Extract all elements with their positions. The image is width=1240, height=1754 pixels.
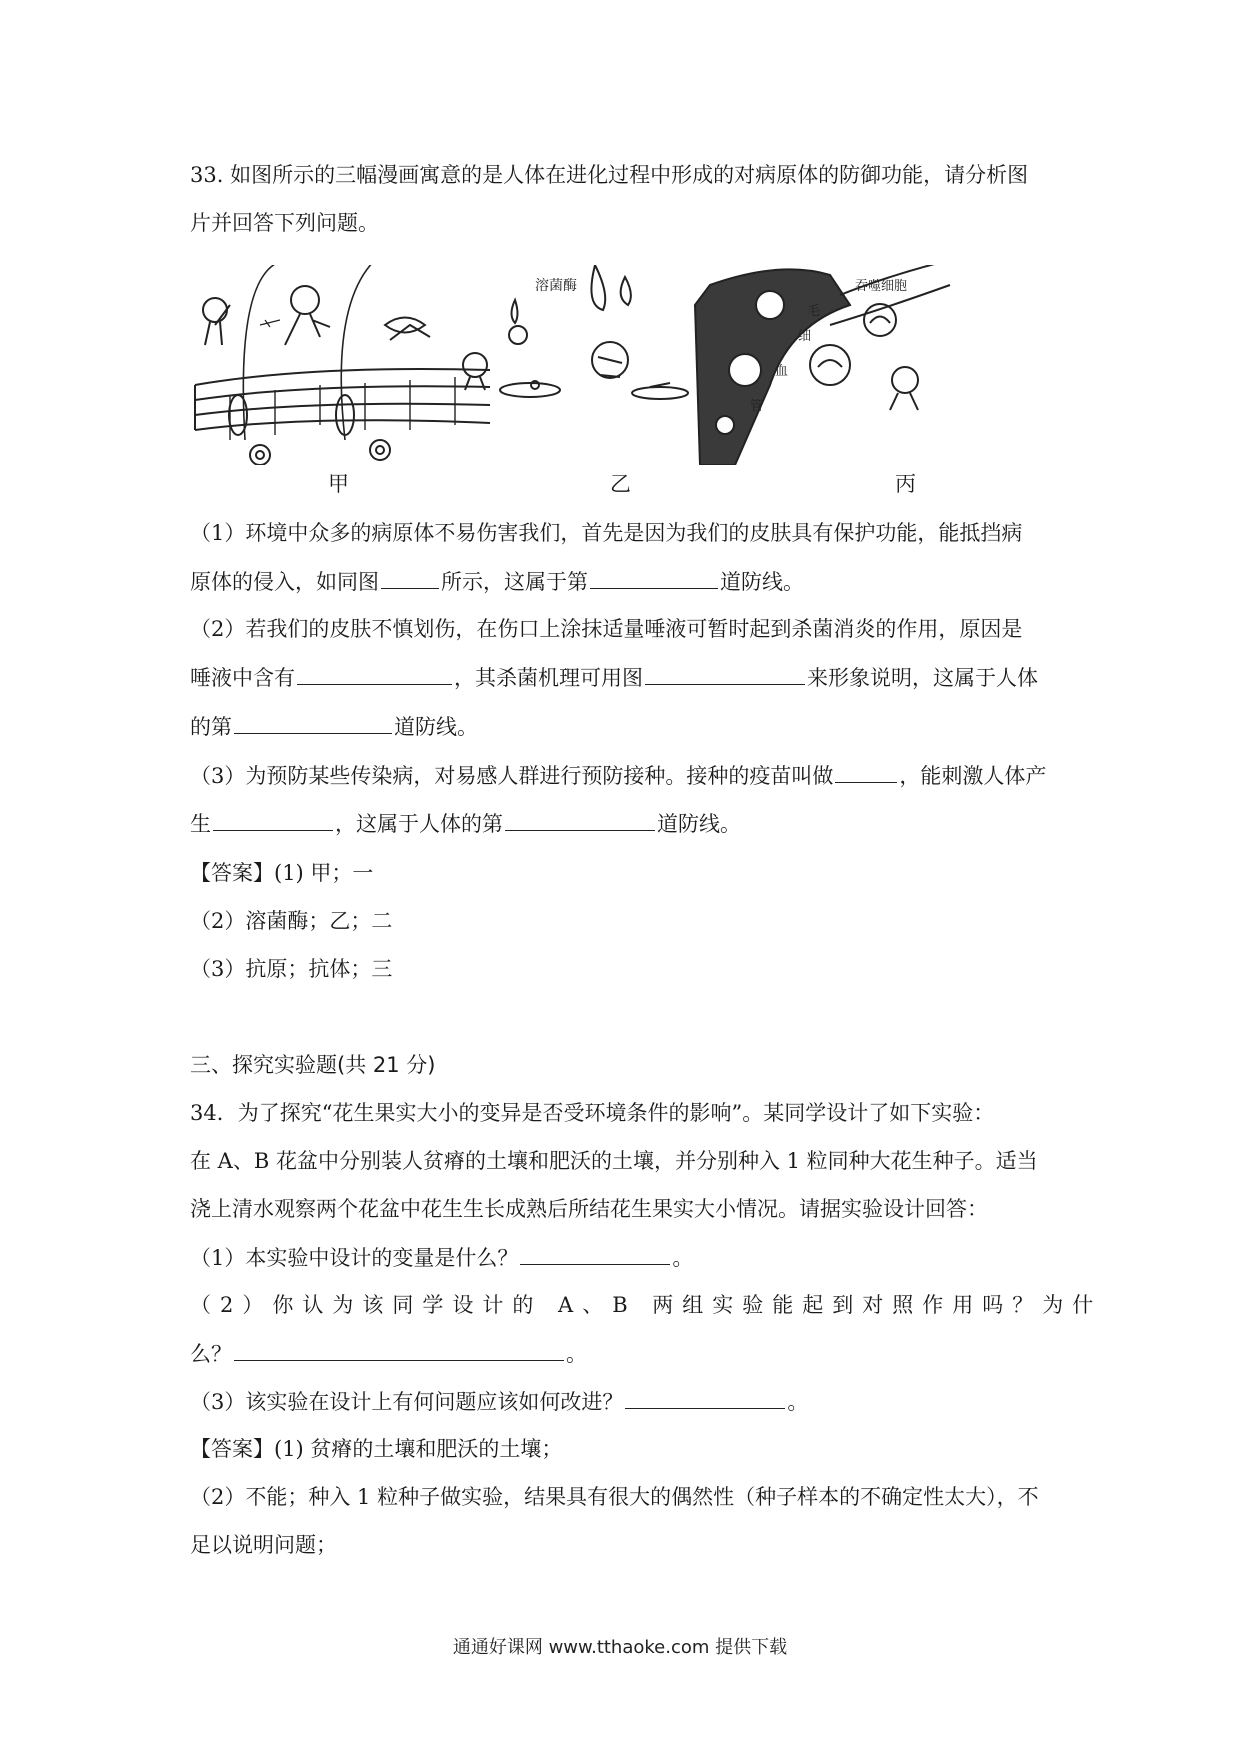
q34-part1: （1）本实验中设计的变量是什么？ 。 — [190, 1242, 693, 1273]
q33-answer-line1: 【答案】(1) 甲；一 — [190, 861, 374, 885]
answer-blank — [381, 566, 439, 589]
q33-stem-line2: 片并回答下列问题。 — [190, 211, 379, 235]
section-title: 三、探究实验题(共 21 分) — [190, 1053, 436, 1077]
q33-part2-line1: （2）若我们的皮肤不慎划伤，在伤口上涂抹适量唾液可暂时起到杀菌消炎的作用，原因是 — [190, 617, 1023, 641]
answer-blank — [645, 662, 805, 685]
q33-answer-line3: （3）抗原；抗体；三 — [190, 957, 393, 981]
q33-stem-line1: 33. 如图所示的三幅漫画寓意的是人体在进化过程中形成的对病原体的防御功能，请分析图 — [190, 163, 1029, 187]
panel-label-bing: 丙 — [895, 472, 916, 496]
q34-answer-line3: 足以说明问题； — [190, 1533, 337, 1557]
q34-answer-line1: 【答案】(1) 贫瘠的土壤和肥沃的土壤； — [190, 1437, 563, 1461]
q33-part2-line3: 的第 道防线。 — [190, 711, 478, 742]
answer-blank — [297, 662, 452, 685]
panel-label-yi: 乙 — [610, 472, 631, 496]
answer-blank — [520, 1242, 670, 1265]
q34-part3: （3）该实验在设计上有何问题应该如何改进？ 。 — [190, 1386, 808, 1417]
q33-part3-line1: （3）为预防某些传染病，对易感人群进行预防接种。接种的疫苗叫做 ，能刺激人体产 — [190, 760, 1046, 791]
q33-part1-line1: （1）环境中众多的病原体不易伤害我们，首先是因为我们的皮肤具有保护功能，能抵挡病 — [190, 521, 1023, 545]
label-mao: 毛 — [807, 304, 821, 319]
label-xue: 血 — [775, 364, 789, 379]
q34-answer-line2: （2）不能；种入 1 粒种子做实验，结果具有很大的偶然性（种子样本的不确定性太大），不 — [190, 1485, 1039, 1509]
answer-blank — [234, 711, 392, 734]
label-guan: 管 — [750, 399, 764, 414]
q33-part1-line2: 原体的侵入，如同图 所示，这属于第 道防线。 — [190, 566, 804, 597]
q33-part2-line2: 唾液中含有 ，其杀菌机理可用图 来形象说明，这属于人体 — [190, 662, 1038, 693]
answer-blank — [590, 566, 718, 589]
q33-answer-line2: （2）溶菌酶；乙；二 — [190, 909, 393, 933]
q34-stem-line3: 浇上清水观察两个花盆中花生生长成熟后所结花生果实大小情况。请据实验设计回答： — [190, 1197, 988, 1221]
answer-blank — [505, 808, 655, 831]
panel-yi-drawing — [463, 265, 688, 399]
label-xi: 细 — [798, 329, 812, 344]
q34-stem-line2: 在 A、B 花盆中分别装人贫瘠的土壤和肥沃的土壤，并分别种入 1 粒同种大花生种子。适当 — [190, 1149, 1038, 1173]
page-footer: 通通好课网 www.tthaoke.com 提供下载 — [452, 1637, 788, 1658]
panel-bing-drawing — [695, 265, 950, 465]
panel-jia-drawing — [195, 265, 490, 465]
q34-part2-line1: （2）你认为该同学设计的 A、B 两组实验能起到对照作用吗？为什 — [190, 1293, 1103, 1317]
q34-part2-line2: 么？ 。 — [190, 1338, 587, 1369]
label-phagocyte: 吞噬细胞 — [855, 279, 908, 294]
answer-blank — [625, 1386, 785, 1409]
answer-blank — [234, 1338, 564, 1361]
answer-blank — [213, 808, 333, 831]
answer-blank — [835, 760, 897, 783]
q33-part3-line2: 生 ，这属于人体的第 道防线。 — [190, 808, 741, 839]
q34-stem-line1: 34．为了探究“花生果实大小的变异是否受环境条件的影响”。某同学设计了如下实验： — [190, 1101, 995, 1125]
q33-figure — [190, 265, 1060, 465]
panel-label-jia: 甲 — [328, 472, 349, 496]
label-lysozyme: 溶菌酶 — [535, 278, 577, 294]
